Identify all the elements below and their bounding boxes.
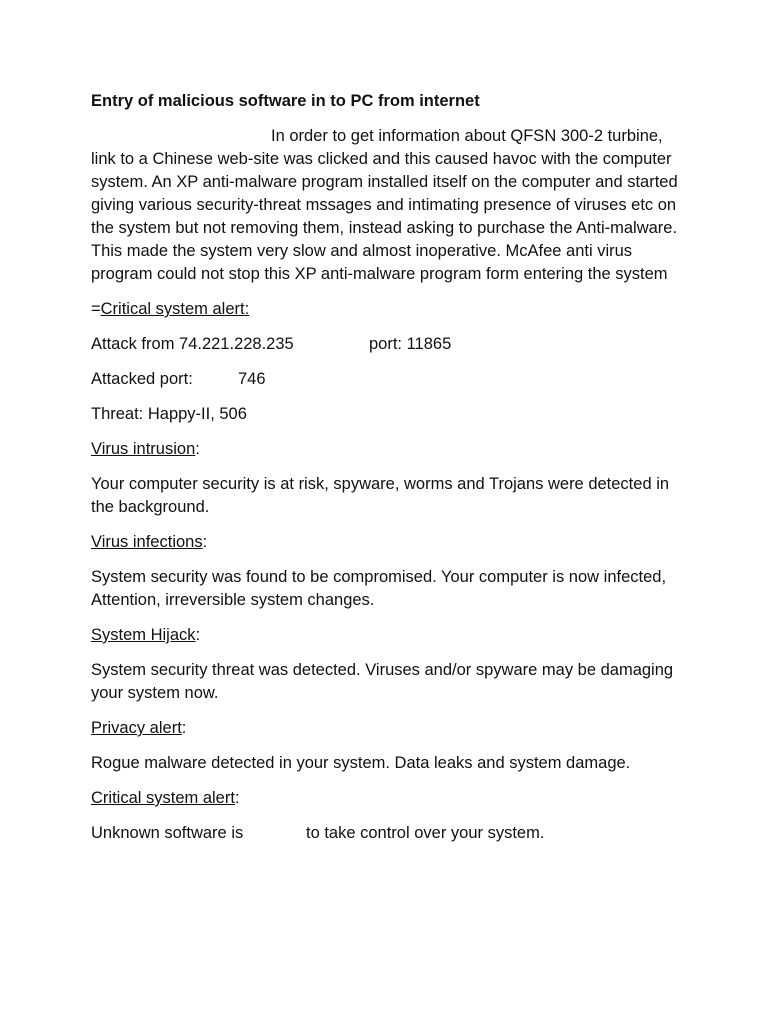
unknown-software-part2: to take control over your system. bbox=[306, 824, 545, 842]
attacked-port-value: 746 bbox=[238, 370, 266, 388]
critical-alert-heading-1 bbox=[91, 298, 691, 321]
section-heading-text: System Hijack bbox=[91, 626, 196, 644]
document-content bbox=[91, 90, 691, 857]
section-body-virus-infections: System security was found to be compromised. Your computer is now infected, Attention, irreversible system changes. bbox=[91, 568, 667, 609]
unknown-software-part1: Unknown software is bbox=[91, 824, 244, 842]
critical-alert-heading-text: Critical system alert bbox=[91, 789, 235, 807]
section-heading-text: Virus infections bbox=[91, 533, 203, 551]
attack-port: port: 11865 bbox=[369, 335, 452, 353]
critical-alert-prefix: = bbox=[91, 300, 101, 318]
section-heading-text: Virus intrusion bbox=[91, 440, 196, 458]
attacked-port-label: Attacked port: bbox=[91, 370, 193, 388]
unknown-software-line bbox=[91, 822, 691, 845]
intro-paragraph: In order to get information about QFSN 300-2 turbine, link to a Chinese web-site was clicked and this caused havoc with the computer system. An XP anti-malware program installed itself on the computer and started giving various security-threat mssages and intimating presence of viruses etc on the system but not removing them, instead asking to purchase the Anti-malware. This made the system very slow and almost inoperative. McAfee anti virus program could not stop this XP anti-malware program form entering the system bbox=[91, 127, 678, 283]
heading-colon: : bbox=[202, 533, 208, 551]
section-heading-text: Privacy alert bbox=[91, 719, 182, 737]
critical-alert-heading-text: Critical system alert: bbox=[100, 300, 250, 318]
document-title: Entry of malicious software in to PC from internet bbox=[91, 92, 480, 110]
heading-colon: : bbox=[234, 789, 240, 807]
section-body-privacy-alert: Rogue malware detected in your system. Data leaks and system damage. bbox=[91, 754, 631, 772]
section-body-system-hijack: System security threat was detected. Viruses and/or spyware may be damaging your system now. bbox=[91, 661, 674, 702]
heading-colon: : bbox=[181, 719, 187, 737]
threat-line: Threat: Happy-II, 506 bbox=[91, 405, 247, 423]
section-body-virus-intrusion: Your computer security is at risk, spyware, worms and Trojans were detected in the background. bbox=[91, 475, 670, 516]
section-heading-virus-intrusion bbox=[91, 438, 691, 461]
section-heading-system-hijack bbox=[91, 624, 691, 647]
section-heading-virus-infections bbox=[91, 531, 691, 554]
attack-from: Attack from 74.221.228.235 bbox=[91, 335, 294, 353]
attacked-port-line bbox=[91, 368, 691, 391]
section-heading-privacy-alert bbox=[91, 717, 691, 740]
heading-colon: : bbox=[195, 626, 201, 644]
critical-alert-heading-2 bbox=[91, 787, 691, 810]
attack-line bbox=[91, 333, 691, 356]
heading-colon: : bbox=[195, 440, 200, 458]
